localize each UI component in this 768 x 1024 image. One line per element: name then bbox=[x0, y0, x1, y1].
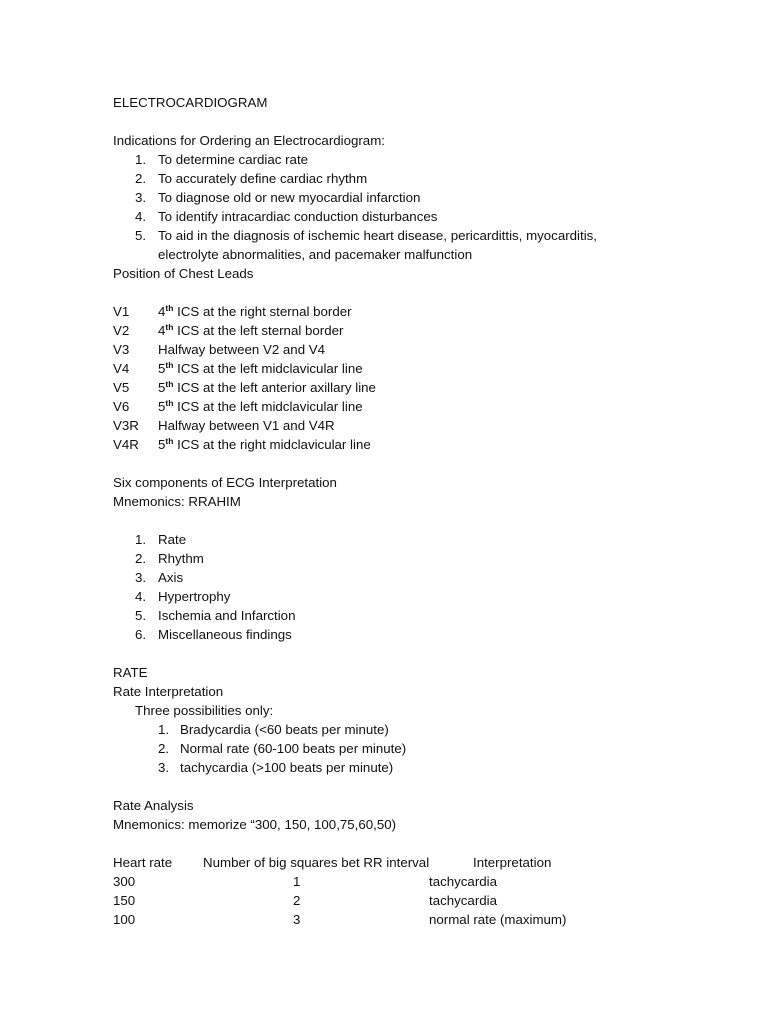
list-item: 3. To diagnose old or new myocardial infarction bbox=[135, 190, 421, 205]
list-item: 1. To determine cardiac rate bbox=[135, 152, 309, 167]
list-item: 2. Rhythm bbox=[135, 551, 204, 566]
rate-heading: RATE bbox=[113, 665, 148, 680]
lead-row: V4 5th ICS at the left midclavicular line bbox=[113, 360, 363, 376]
table-cell: normal rate (maximum) bbox=[429, 912, 567, 927]
table-cell: 150 bbox=[113, 893, 136, 908]
list-item: 4. Hypertrophy bbox=[135, 589, 231, 604]
table-cell: 100 bbox=[113, 912, 136, 927]
chest-leads-list bbox=[113, 302, 713, 454]
rate-table bbox=[113, 853, 713, 929]
list-item: 6. Miscellaneous findings bbox=[135, 627, 292, 642]
list-item: 1. Rate bbox=[135, 532, 187, 547]
list-item: 3. Axis bbox=[135, 570, 184, 585]
table-row bbox=[113, 872, 713, 891]
table-header-row bbox=[113, 853, 713, 872]
chest-leads-heading: Position of Chest Leads bbox=[113, 266, 254, 281]
rate-analysis-mnemonic: Mnemonics: memorize “300, 150, 100,75,60,50) bbox=[113, 817, 397, 832]
list-item: 2. To accurately define cardiac rhythm bbox=[135, 171, 368, 186]
lead-row: V4R 5th ICS at the right midclavicular line bbox=[113, 436, 371, 452]
rate-analysis-heading: Rate Analysis bbox=[113, 798, 194, 813]
lead-row: V6 5th ICS at the left midclavicular line bbox=[113, 398, 363, 414]
table-cell: 300 bbox=[113, 874, 136, 889]
lead-row: V3 Halfway between V2 and V4 bbox=[113, 342, 326, 357]
lead-row: V3R Halfway between V1 and V4R bbox=[113, 418, 335, 433]
components-heading: Six components of ECG Interpretation bbox=[113, 475, 337, 490]
indications-list bbox=[113, 150, 713, 264]
table-cell: tachycardia bbox=[429, 893, 497, 908]
table-header: Number of big squares bet RR interval bbox=[203, 855, 430, 870]
list-item: 5. To aid in the diagnosis of ischemic heart disease, pericardittis, myocarditis, electrolyte abnormalities, and pacemaker malfunction bbox=[135, 228, 597, 262]
lead-row: V2 4th ICS at the left sternal border bbox=[113, 322, 344, 338]
components-mnemonic: Mnemonics: RRAHIM bbox=[113, 494, 241, 509]
table-cell: 2 bbox=[293, 893, 301, 908]
lead-row: V5 5th ICS at the left anterior axillary line bbox=[113, 379, 376, 395]
list-item: 2. Normal rate (60-100 beats per minute) bbox=[158, 741, 407, 756]
list-item: 3. tachycardia (>100 beats per minute) bbox=[158, 760, 394, 775]
rate-possibilities-intro: Three possibilities only: bbox=[135, 703, 274, 718]
document-body bbox=[113, 93, 713, 929]
table-cell: tachycardia bbox=[429, 874, 497, 889]
indications-heading: Indications for Ordering an Electrocardiogram: bbox=[113, 133, 385, 148]
table-row bbox=[113, 910, 713, 929]
lead-row: V1 4th ICS at the right sternal border bbox=[113, 303, 352, 319]
table-header: Heart rate bbox=[113, 855, 173, 870]
doc-title: ELECTROCARDIOGRAM bbox=[113, 95, 268, 110]
rate-possibilities-list bbox=[113, 720, 713, 777]
list-item: 5. Ischemia and Infarction bbox=[135, 608, 296, 623]
table-cell: 3 bbox=[293, 912, 301, 927]
list-item: 1. Bradycardia (<60 beats per minute) bbox=[158, 722, 389, 737]
table-header: Interpretation bbox=[473, 855, 552, 870]
list-item: 4. To identify intracardiac conduction disturbances bbox=[135, 209, 438, 224]
table-cell: 1 bbox=[293, 874, 301, 889]
table-row bbox=[113, 891, 713, 910]
rate-interpretation-heading: Rate Interpretation bbox=[113, 684, 224, 699]
components-list bbox=[113, 530, 713, 644]
